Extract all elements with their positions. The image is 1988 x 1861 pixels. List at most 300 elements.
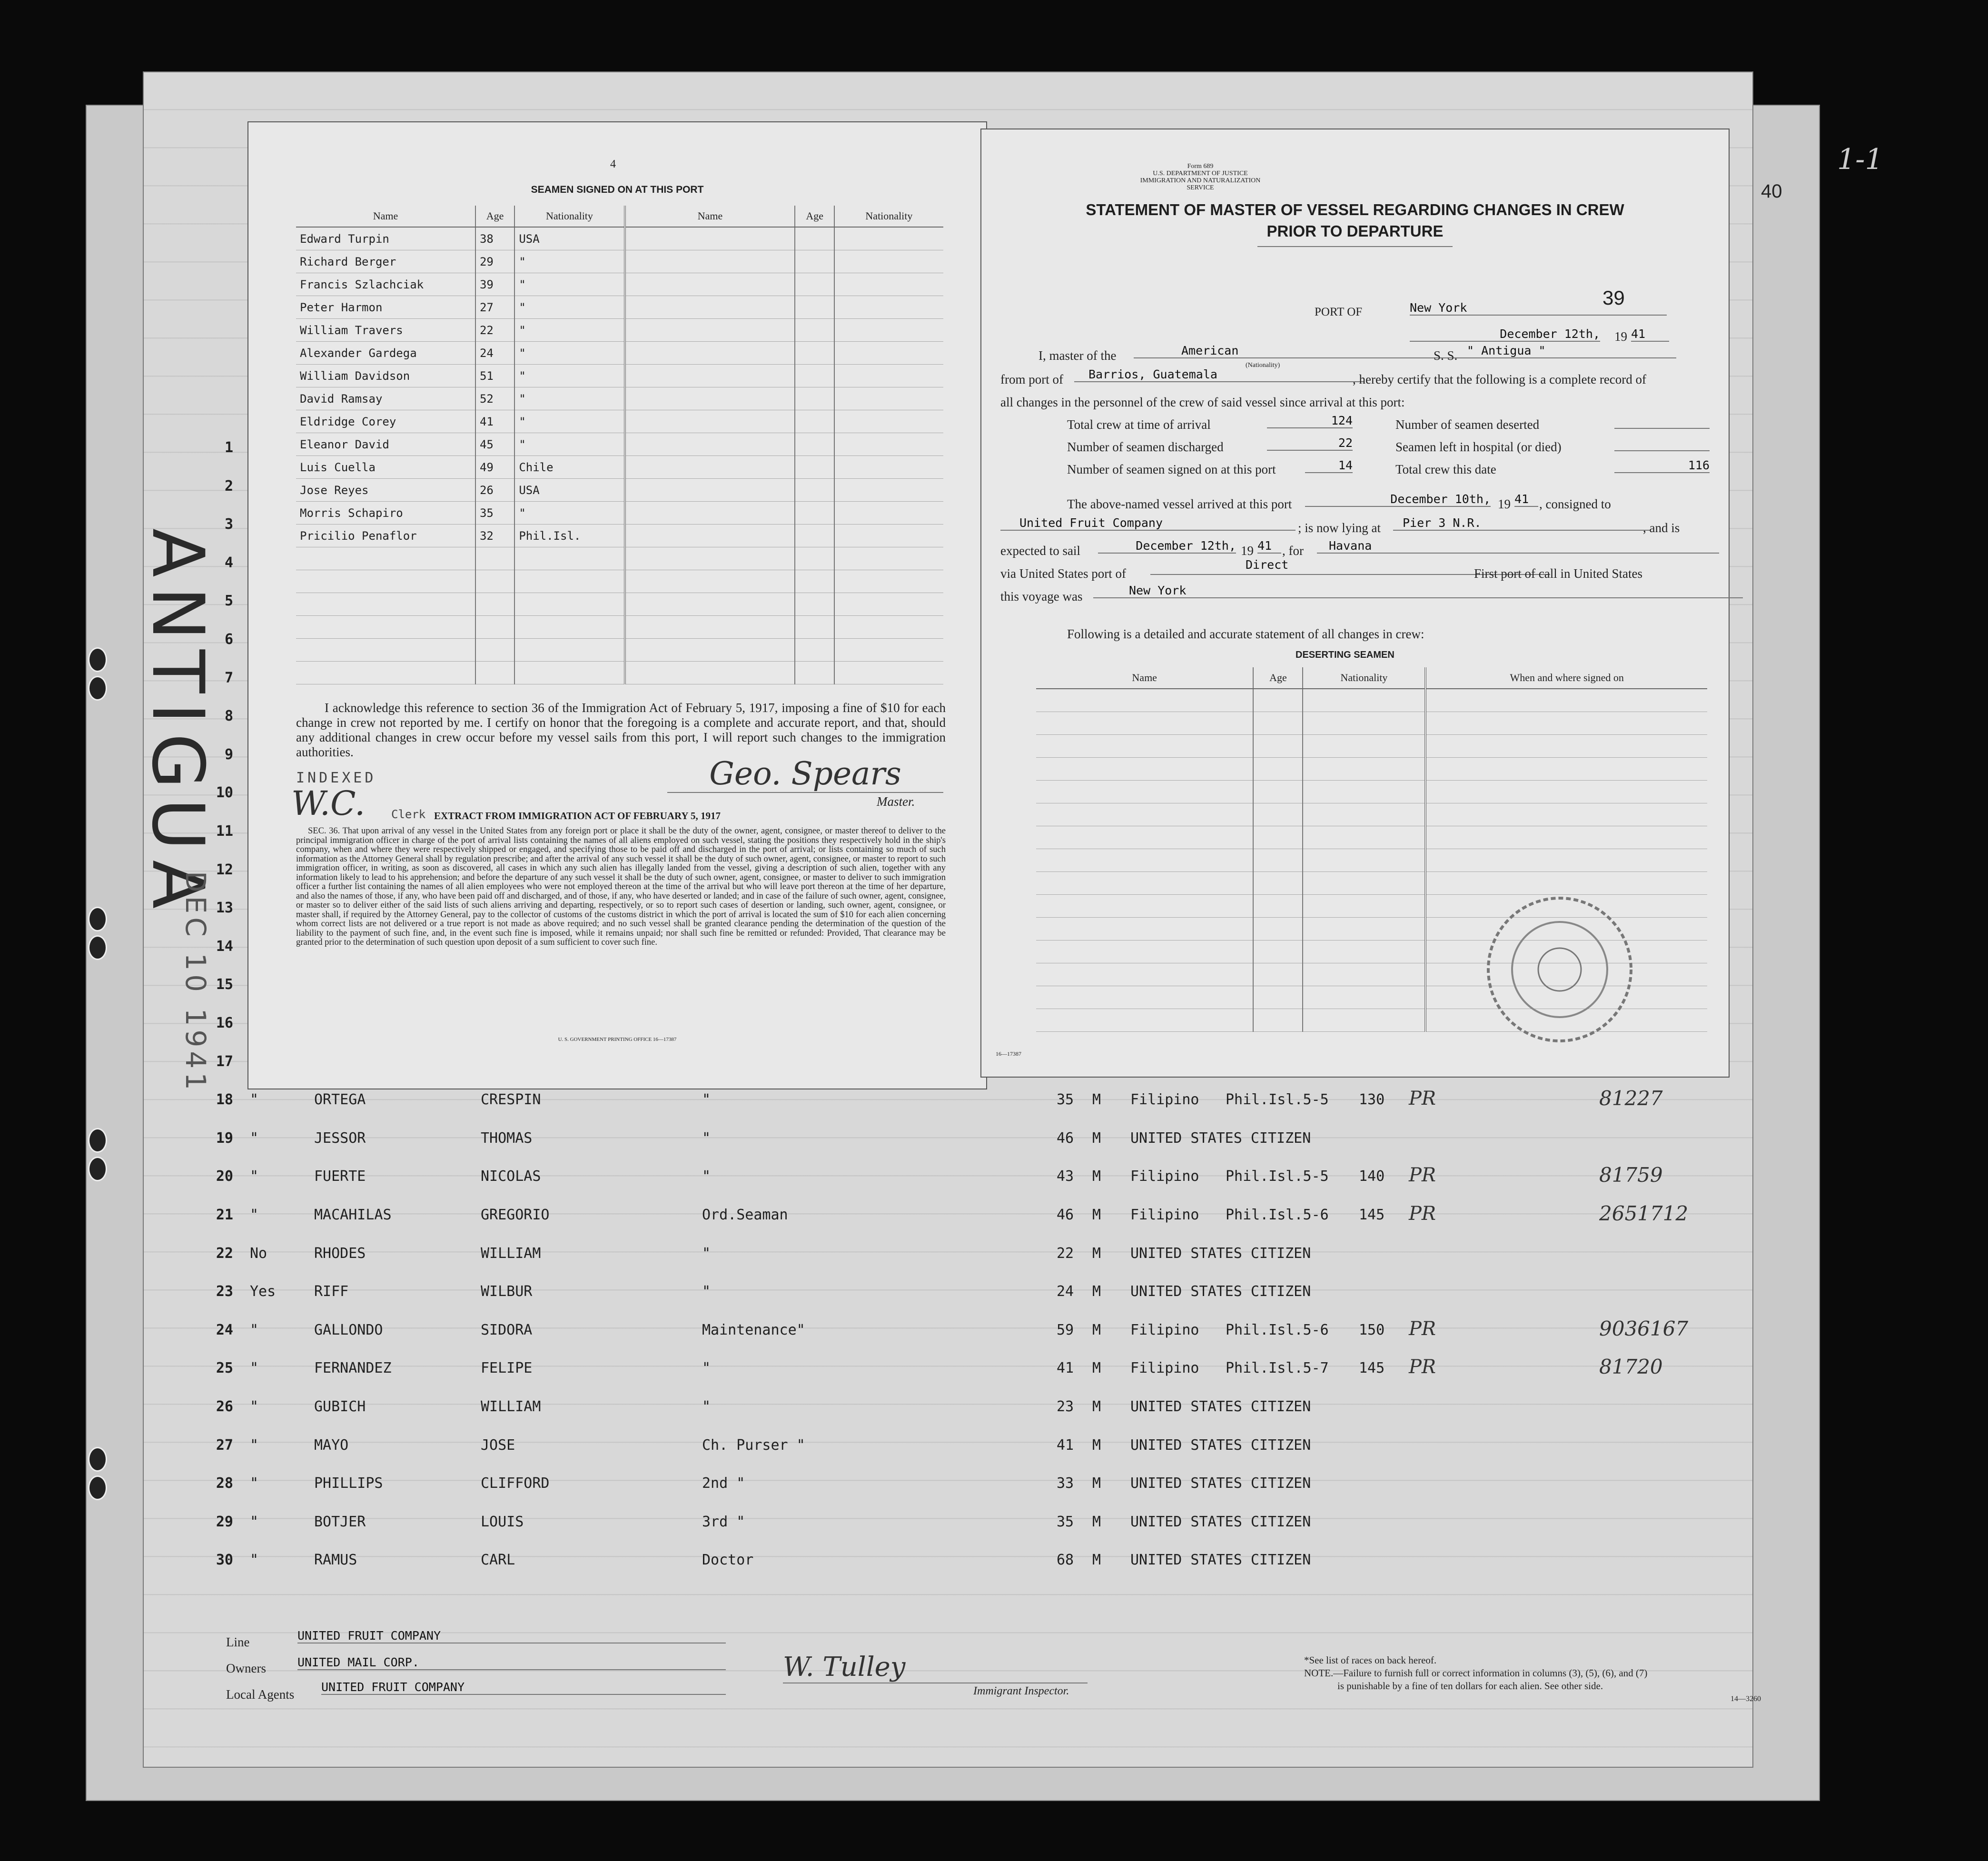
row-nationality: Filipino (1130, 1168, 1199, 1185)
row-position: " (702, 1360, 711, 1377)
empty-nationality (834, 616, 943, 639)
row-sex: M (1092, 1091, 1101, 1109)
note-races: *See list of races on back hereof. (1304, 1654, 1437, 1666)
row-number: 24 (216, 1321, 233, 1338)
department: U.S. DEPARTMENT OF JUSTICE (1153, 170, 1248, 177)
row-age: 22 (1057, 1245, 1074, 1262)
row-weight: 130 (1359, 1091, 1385, 1109)
row-able-seaman: " (250, 1091, 259, 1109)
seaman-age (475, 547, 514, 570)
empty-cell (1036, 826, 1253, 849)
empty-nationality (834, 570, 943, 593)
row-sex: M (1092, 1398, 1101, 1415)
table-row (296, 502, 943, 525)
table-row (1036, 803, 1707, 826)
empty-name (625, 250, 795, 273)
empty-age (795, 502, 834, 525)
seaman-name: Jose Reyes (296, 479, 475, 502)
seaman-nationality: Chile (514, 456, 624, 479)
row-number: 29 (216, 1513, 233, 1530)
seaman-age: 52 (475, 387, 514, 410)
row-sex: M (1092, 1475, 1101, 1492)
seaman-age: 38 (475, 227, 514, 250)
and-is-label: , and is (1643, 521, 1680, 535)
row-age: 59 (1057, 1321, 1074, 1338)
empty-age (795, 525, 834, 547)
empty-cell (1253, 918, 1303, 940)
hospital-value (1614, 436, 1710, 451)
empty-nationality (834, 433, 943, 456)
seaman-nationality: USA (514, 479, 624, 502)
row-surname: FERNANDEZ (314, 1360, 392, 1377)
total-arrival-value: 124 (1267, 414, 1353, 428)
empty-nationality (834, 525, 943, 547)
row-number: 22 (216, 1245, 233, 1262)
form-number: 14—3260 (1731, 1695, 1761, 1703)
empty-cell (1303, 1009, 1425, 1032)
empty-age (795, 342, 834, 365)
row-number: 6 (224, 631, 233, 648)
row-able-seaman: " (250, 1321, 259, 1338)
via-value: Direct (1150, 558, 1550, 575)
empty-cell (1303, 872, 1425, 895)
seaman-age: 29 (475, 250, 514, 273)
signed-on-value: 14 (1305, 458, 1353, 473)
row-surname: RAMUS (314, 1552, 357, 1569)
seaman-name: Peter Harmon (296, 296, 475, 319)
row-position: Doctor (702, 1552, 754, 1569)
empty-cell (1303, 940, 1425, 963)
row-nationality: UNITED STATES CITIZEN (1130, 1398, 1311, 1415)
empty-cell (1036, 712, 1253, 735)
seaman-age: 39 (475, 273, 514, 296)
row-number: 28 (216, 1475, 233, 1492)
seaman-name (296, 662, 475, 684)
seaman-name: Luis Cuella (296, 456, 475, 479)
seaman-name: Richard Berger (296, 250, 475, 273)
row-card-number: 81227 (1599, 1087, 1663, 1110)
row-position: " (702, 1091, 711, 1109)
row-given-name: WILBUR (481, 1283, 533, 1300)
seaman-name: Edward Turpin (296, 227, 475, 250)
empty-cell (1303, 712, 1425, 735)
row-position: Maintenance" (702, 1321, 805, 1338)
row-position: 3rd " (702, 1513, 745, 1530)
col-nationality: Nationality (1303, 667, 1425, 689)
seaman-age: 41 (475, 410, 514, 433)
empty-age (795, 319, 834, 342)
empty-nationality (834, 273, 943, 296)
row-nationality: Filipino (1130, 1207, 1199, 1223)
row-age: 46 (1057, 1207, 1074, 1223)
empty-cell (1303, 803, 1425, 826)
col-name: Name (1036, 667, 1253, 689)
table-row (296, 547, 943, 570)
col-name-2: Name (625, 206, 795, 227)
row-age: 43 (1057, 1168, 1074, 1185)
empty-name (625, 547, 795, 570)
table-row (296, 593, 943, 616)
customs-seal (1481, 891, 1638, 1048)
empty-cell (1036, 689, 1253, 712)
row-given-name: CRESPIN (481, 1091, 541, 1109)
seaman-name: Eleanor David (296, 433, 475, 456)
table-row (296, 410, 943, 433)
empty-name (625, 387, 795, 410)
table-row (181, 1163, 1751, 1206)
empty-cell (1303, 895, 1425, 918)
row-place: Phil.Isl.5-7 (1226, 1360, 1329, 1377)
from-port-label: from port of (1000, 372, 1063, 386)
row-age: 46 (1057, 1129, 1074, 1147)
via-label: via United States port of (1000, 566, 1126, 581)
voyage-label: this voyage was (1000, 589, 1083, 604)
row-able-seaman: " (250, 1360, 259, 1377)
empty-nationality (834, 593, 943, 616)
date-year: 41 (1631, 327, 1669, 342)
date-year-prefix: 19 (1614, 329, 1627, 344)
empty-nationality (834, 387, 943, 410)
arrived-year-prefix: 19 (1498, 497, 1511, 511)
row-age: 24 (1057, 1283, 1074, 1300)
footer-notes (1304, 1654, 1761, 1705)
empty-age (795, 570, 834, 593)
empty-age (795, 410, 834, 433)
inspector-signature: W. Tulley (783, 1652, 1088, 1683)
seaman-name (296, 547, 475, 570)
row-weight: 145 (1359, 1207, 1385, 1223)
seaman-nationality (514, 639, 624, 662)
empty-nationality (834, 502, 943, 525)
list-footer (226, 1629, 1368, 1737)
sail-date-value: December 12th, (1098, 539, 1236, 554)
empty-name (625, 319, 795, 342)
empty-cell (1425, 689, 1707, 712)
row-given-name: WILLIAM (481, 1398, 541, 1415)
empty-name (625, 593, 795, 616)
row-number: 23 (216, 1283, 233, 1300)
expected-label: expected to sail (1000, 544, 1080, 558)
empty-cell (1036, 758, 1253, 781)
table-row (1036, 826, 1707, 849)
row-nationality: Filipino (1130, 1091, 1199, 1109)
form-header (1134, 163, 1267, 191)
row-given-name: JOSE (481, 1436, 515, 1454)
clerk-label: Clerk (391, 808, 426, 821)
statement-title: STATEMENT OF MASTER OF VESSEL REGARDING CHANGES IN CREW (1086, 201, 1624, 218)
row-number: 12 (216, 861, 233, 878)
row-card-number: 81759 (1599, 1163, 1663, 1187)
row-surname: MAYO (314, 1436, 349, 1454)
page-number: 40 (1761, 181, 1782, 202)
row-number: 15 (216, 976, 233, 993)
empty-age (795, 547, 834, 570)
row-number: 21 (216, 1207, 233, 1223)
seaman-age: 32 (475, 525, 514, 547)
port-value: New York (1410, 301, 1667, 316)
table-row (296, 250, 943, 273)
table-row (181, 1514, 1751, 1552)
row-given-name: GREGORIO (481, 1207, 550, 1223)
empty-nationality (834, 342, 943, 365)
empty-cell (1036, 940, 1253, 963)
row-number: 5 (224, 593, 233, 610)
seaman-name: Alexander Gardega (296, 342, 475, 365)
arrived-year: 41 (1514, 492, 1538, 507)
row-able-seaman: No (250, 1245, 267, 1262)
seaman-age: 49 (475, 456, 514, 479)
empty-name (625, 227, 795, 250)
row-number: 18 (216, 1091, 233, 1109)
row-nationality: UNITED STATES CITIZEN (1130, 1475, 1311, 1492)
seaman-nationality: " (514, 410, 624, 433)
agents-value: UNITED FRUIT COMPANY (321, 1680, 726, 1695)
seaman-nationality: " (514, 273, 624, 296)
seaman-age (475, 662, 514, 684)
empty-age (795, 433, 834, 456)
master-label: Master. (877, 794, 915, 809)
lying-label: ; is now lying at (1298, 521, 1381, 535)
table-row (181, 1475, 1751, 1513)
seaman-age: 27 (475, 296, 514, 319)
seaman-name: Pricilio Penaflor (296, 525, 475, 547)
table-row (296, 616, 943, 639)
seaman-name: David Ramsay (296, 387, 475, 410)
col-name: Name (296, 206, 475, 227)
row-number: 26 (216, 1398, 233, 1415)
empty-name (625, 525, 795, 547)
empty-name (625, 479, 795, 502)
empty-cell (1303, 918, 1425, 940)
row-able-seaman: " (250, 1436, 259, 1454)
row-sex: M (1092, 1360, 1101, 1377)
row-nationality: Filipino (1130, 1360, 1199, 1377)
pier-value: Pier 3 N.R. (1393, 516, 1650, 531)
table-row (296, 433, 943, 456)
row-sex: M (1092, 1129, 1101, 1147)
row-place: Phil.Isl.5-5 (1226, 1168, 1329, 1185)
nationality-value: American (1134, 344, 1467, 358)
seaman-nationality (514, 593, 624, 616)
row-given-name: CLIFFORD (481, 1475, 550, 1492)
empty-cell (1303, 735, 1425, 758)
deserting-title: DESERTING SEAMEN (1296, 650, 1395, 660)
certify-text: , hereby certify that the following is a complete record of (1353, 372, 1647, 386)
discharged-label: Number of seamen discharged (1067, 440, 1224, 454)
seaman-age: 26 (475, 479, 514, 502)
master-statement-form (980, 129, 1730, 1078)
empty-cell (1036, 963, 1253, 986)
seaman-age: 22 (475, 319, 514, 342)
first-port-value: New York (1093, 584, 1743, 598)
row-nationality: UNITED STATES CITIZEN (1130, 1129, 1311, 1147)
table-row (1036, 712, 1707, 735)
row-given-name: SIDORA (481, 1321, 533, 1338)
empty-cell (1253, 781, 1303, 803)
seaman-nationality (514, 570, 624, 593)
row-number: 8 (224, 708, 233, 725)
empty-nationality (834, 639, 943, 662)
table-row (181, 1317, 1751, 1360)
empty-age (795, 296, 834, 319)
empty-age (795, 387, 834, 410)
seaman-age (475, 593, 514, 616)
row-given-name: NICOLAS (481, 1168, 541, 1185)
row-position: " (702, 1245, 711, 1262)
table-row (296, 319, 943, 342)
row-number: 11 (216, 823, 233, 840)
empty-name (625, 410, 795, 433)
row-age: 33 (1057, 1475, 1074, 1492)
empty-cell (1425, 712, 1707, 735)
table-row (1036, 758, 1707, 781)
row-mark: PR (1409, 1088, 1436, 1110)
seaman-nationality: " (514, 319, 624, 342)
empty-cell (1253, 940, 1303, 963)
row-given-name: WILLIAM (481, 1245, 541, 1262)
empty-name (625, 456, 795, 479)
empty-cell (1036, 918, 1253, 940)
empty-cell (1253, 826, 1303, 849)
arrived-label: The above-named vessel arrived at this port (1067, 497, 1292, 511)
table-row (1036, 849, 1707, 872)
row-sex: M (1092, 1321, 1101, 1338)
empty-age (795, 456, 834, 479)
extract-text: SEC. 36. That upon arrival of any vessel in the United States from any foreign port or place it shall be the duty of the owner, agent, consignee, or master thereof to deliver to the principal immigration officer in charge of the port of arrival lists containing the names of all aliens employed on such vessel, stating the positions they respectively hold in the ship's company, when and where they were respectively shipped or engaged, and specifying those to be paid off and discharged in the port of arrival; or lists containing so much of such information as the Attorney General shall by regulation prescribe; and after the arrival of any such vessel it shall be the duty of such owner, agent, consignee, or master to report to such immigration officer, in writing, as soon as discovered, all cases in which any such alien has illegally landed from the vessel, giving a description of such alien, together with any information likely to lead to his apprehension; and before the departure of any such vessel it shall be the duty of such owner, agent, consignee, or master to deliver to such immigration officer a further list containing the names of all alien employees who were not employed thereon at the time of the arrival but who will leave port thereon at the time of her departure, and also the names of those, if any, who have been paid off and discharged, and of those, if any, who have deserted or landed; and in case of the failure of such owner, agent, consignee, or master so to deliver either of the said lists of such aliens arriving and departing, respectively, or so to report such cases of desertion or landing, such owner, agent, consignee, or master shall, if required by the Attorney General, pay to the collector of customs of the customs district in which the port of arrival is located the sum of $10 for each alien concerning whom correct lists are not delivered or a true report is not made as above required; and no such vessel shall be granted clearance pending the determination of the question of the liability to the payment of such fine, and, in the event such fine is imposed, while it remains unpaid; nor shall such fine be remitted or refunded: Provided, That clearance may be granted prior to the determination of such question upon deposit of a sum sufficient to cover such fine. (296, 826, 946, 947)
row-given-name: THOMAS (481, 1129, 533, 1147)
seaman-nationality: " (514, 296, 624, 319)
empty-nationality (834, 410, 943, 433)
row-number: 19 (216, 1129, 233, 1147)
table-row (296, 662, 943, 684)
table-row (1036, 735, 1707, 758)
empty-nationality (834, 319, 943, 342)
empty-nationality (834, 456, 943, 479)
empty-cell (1036, 735, 1253, 758)
empty-age (795, 273, 834, 296)
seaman-nationality (514, 662, 624, 684)
empty-name (625, 433, 795, 456)
seamen-table (296, 206, 943, 684)
col-nationality-2: Nationality (834, 206, 943, 227)
first-port-label: First port of call in United States (1474, 566, 1642, 581)
col-nationality: Nationality (514, 206, 624, 227)
empty-cell (1253, 849, 1303, 872)
empty-age (795, 250, 834, 273)
empty-cell (1425, 781, 1707, 803)
signed-on-label: Number of seamen signed on at this port (1067, 462, 1276, 476)
hospital-label: Seamen left in hospital (or died) (1395, 440, 1562, 454)
row-surname: RHODES (314, 1245, 366, 1262)
seaman-nationality: " (514, 365, 624, 387)
discharged-value: 22 (1267, 436, 1353, 451)
empty-cell (1253, 689, 1303, 712)
empty-age (795, 616, 834, 639)
row-position: " (702, 1129, 711, 1147)
row-nationality: Filipino (1130, 1321, 1199, 1338)
row-sex: M (1092, 1283, 1101, 1300)
empty-cell (1253, 963, 1303, 986)
row-position: " (702, 1398, 711, 1415)
empty-cell (1036, 895, 1253, 918)
row-sex: M (1092, 1436, 1101, 1454)
row-weight: 150 (1359, 1321, 1385, 1338)
row-mark: PR (1409, 1356, 1436, 1378)
sail-year: 41 (1257, 539, 1281, 554)
seaman-nationality: " (514, 342, 624, 365)
row-number: 30 (216, 1552, 233, 1569)
seaman-name (296, 593, 475, 616)
empty-nationality (834, 479, 943, 502)
empty-cell (1425, 735, 1707, 758)
row-able-seaman: " (250, 1552, 259, 1569)
row-number: 20 (216, 1168, 233, 1185)
note-failure: NOTE.—Failure to furnish full or correct information in columns (3), (5), (6), and (7) (1304, 1667, 1648, 1679)
sail-year-prefix: 19 (1241, 544, 1254, 558)
empty-name (625, 365, 795, 387)
row-able-seaman: " (250, 1207, 259, 1223)
row-surname: FUERTE (314, 1168, 366, 1185)
date-stamp: DEC 10 1941 (179, 871, 212, 1094)
arrived-value: December 10th, (1305, 492, 1491, 507)
row-surname: RIFF (314, 1283, 349, 1300)
seaman-name (296, 616, 475, 639)
row-surname: PHILLIPS (314, 1475, 383, 1492)
empty-cell (1253, 758, 1303, 781)
stamp-number: 39 (1602, 287, 1625, 309)
row-place: Phil.Isl.5-6 (1226, 1321, 1329, 1338)
row-sex: M (1092, 1513, 1101, 1530)
line-label: Line (226, 1635, 250, 1649)
table-row (181, 1245, 1751, 1283)
row-age: 68 (1057, 1552, 1074, 1569)
row-age: 23 (1057, 1398, 1074, 1415)
empty-age (795, 662, 834, 684)
row-nationality: UNITED STATES CITIZEN (1130, 1245, 1311, 1262)
service: IMMIGRATION AND NATURALIZATION SERVICE (1140, 177, 1261, 191)
row-nationality: UNITED STATES CITIZEN (1130, 1552, 1311, 1569)
row-nationality: UNITED STATES CITIZEN (1130, 1283, 1311, 1300)
seaman-name: Francis Szlachciak (296, 273, 475, 296)
acknowledgement-text: I acknowledge this reference to section 36 of the Immigration Act of February 5, 1917, imposing a fine of $10 for each change in crew not reported by me. I certify on honor that the foregoing is a complete and accurate report, and that, should any additional changes in crew occur before my vessel sails from this port, I will report such changes to the immigration authorities. (296, 701, 946, 759)
empty-cell (1303, 758, 1425, 781)
row-nationality: UNITED STATES CITIZEN (1130, 1436, 1311, 1454)
empty-name (625, 639, 795, 662)
row-given-name: FELIPE (481, 1360, 533, 1377)
empty-cell (1303, 986, 1425, 1009)
table-row (181, 1552, 1751, 1590)
row-able-seaman: " (250, 1475, 259, 1492)
empty-cell (1253, 895, 1303, 918)
row-number: 1 (224, 439, 233, 456)
seaman-name: William Travers (296, 319, 475, 342)
seaman-nationality: " (514, 387, 624, 410)
indexed-stamp: INDEXED (296, 770, 376, 786)
row-number: 10 (216, 784, 233, 802)
row-number: 13 (216, 900, 233, 917)
total-arrival-label: Total crew at time of arrival (1067, 417, 1211, 432)
row-place: Phil.Isl.5-6 (1226, 1207, 1329, 1223)
empty-cell (1036, 872, 1253, 895)
row-surname: GALLONDO (314, 1321, 383, 1338)
row-weight: 145 (1359, 1360, 1385, 1377)
seaman-age (475, 570, 514, 593)
seaman-nationality: " (514, 502, 624, 525)
empty-cell (1253, 986, 1303, 1009)
empty-cell (1253, 1009, 1303, 1032)
col-age-2: Age (795, 206, 834, 227)
row-surname: GUBICH (314, 1398, 366, 1415)
